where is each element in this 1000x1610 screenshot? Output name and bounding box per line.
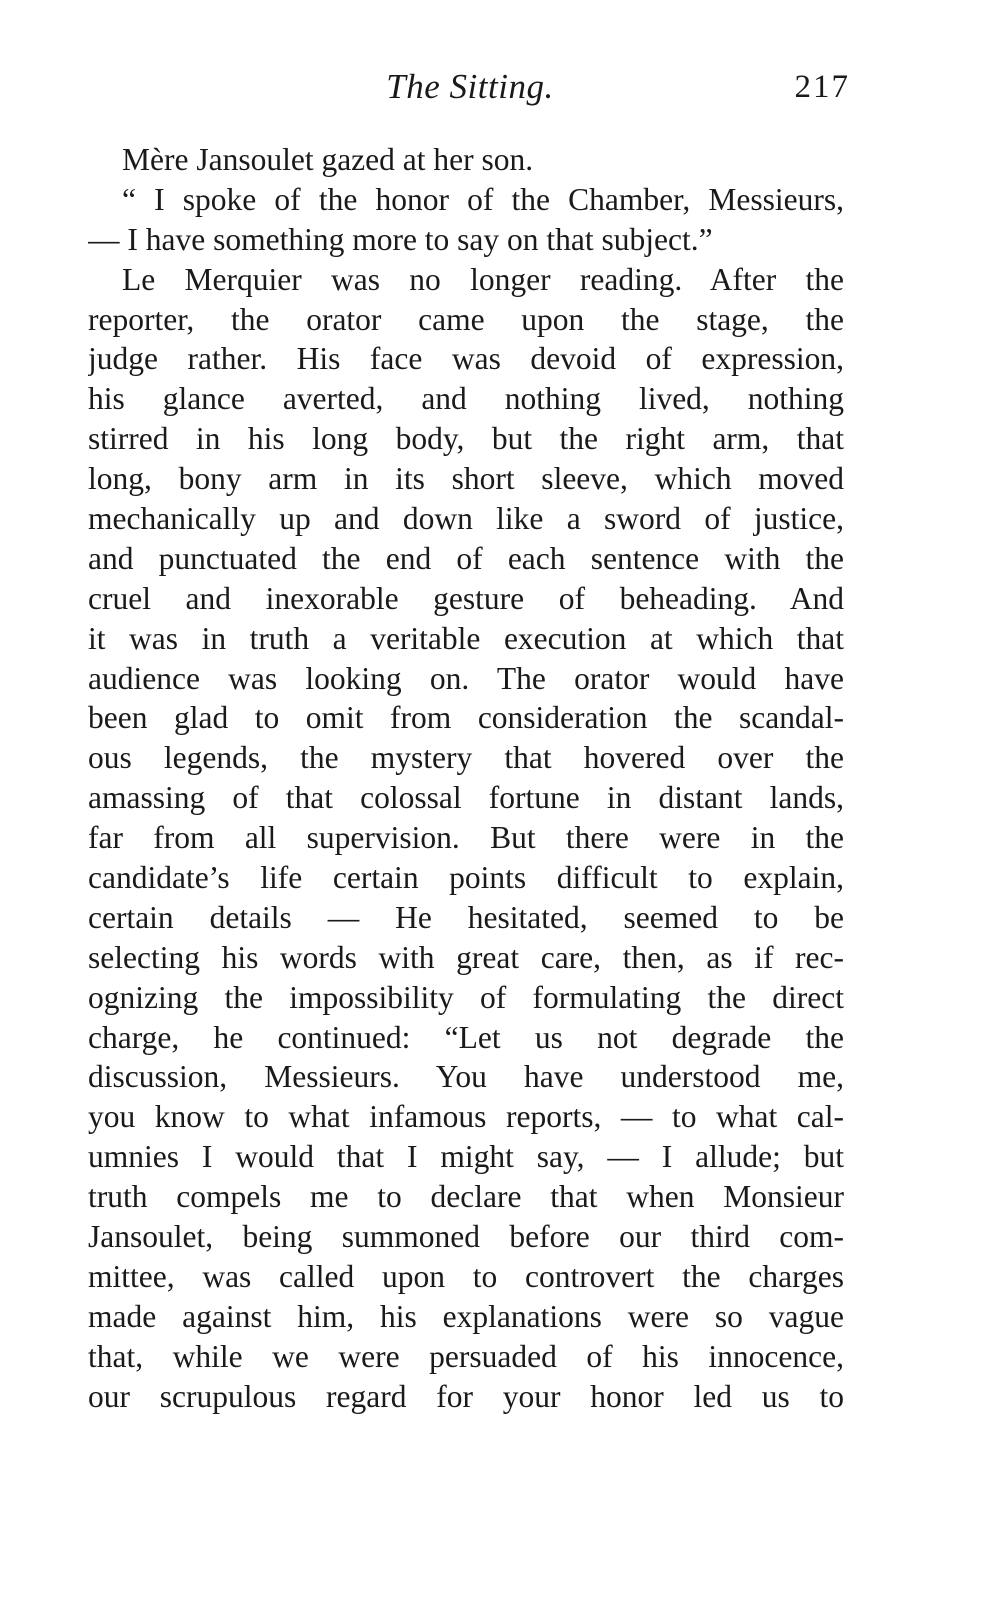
text-line: ognizing the impossibility of formulating the direct [88, 979, 844, 1015]
text-line: certain details — He hesitated, seemed to be [88, 899, 844, 935]
text-line: been glad to omit from consideration the scandal- [88, 700, 844, 736]
text-line: audience was looking on. The orator would have [88, 660, 844, 696]
text-line: selecting his words with great care, then, as if rec- [88, 939, 844, 975]
text-line: mittee, was called upon to controvert the charges [88, 1258, 844, 1294]
text-line: reporter, the orator came upon the stage, the [88, 301, 844, 337]
text-line: charge, he continued: “Let us not degrade the [88, 1019, 844, 1055]
running-title: The Sitting. [386, 67, 554, 106]
text-line: ous legends, the mystery that hovered over the [88, 740, 844, 776]
text-line: Mère Jansoulet gazed at her son. [122, 142, 534, 177]
text-line: mechanically up and down like a sword of justice, [88, 501, 844, 537]
text-line: truth compels me to declare that when Monsieur [88, 1179, 844, 1215]
text-line: made against him, his explanations were so vague [88, 1298, 844, 1334]
text-line: far from all supervision. But there were in the [88, 820, 844, 856]
text-line: “ I spoke of the honor of the Chamber, Messieurs, [122, 181, 844, 217]
text-line: — I have something more to say on that subject.” [88, 221, 713, 257]
text-line: Jansoulet, being summoned before our third com- [88, 1219, 844, 1255]
text-line: Le Merquier was no longer reading. After the [122, 261, 844, 297]
body-text [88, 140, 844, 1417]
text-line: amassing of that colossal fortune in distant lands, [88, 780, 844, 816]
text-line: stirred in his long body, but the right arm, that [88, 421, 844, 457]
text-line: you know to what infamous reports, — to what cal- [88, 1099, 844, 1135]
text-line: discussion, Messieurs. You have understood me, [88, 1059, 844, 1095]
text-line: judge rather. His face was devoid of expression, [88, 341, 844, 377]
text-line: and punctuated the end of each sentence with the [88, 540, 844, 576]
text-line: umnies I would that I might say, — I allude; but [88, 1139, 844, 1175]
text-line: our scrupulous regard for your honor led us to [88, 1378, 844, 1414]
text-line: that, while we were persuaded of his innocence, [88, 1338, 844, 1374]
running-head [90, 62, 850, 112]
text-line: his glance averted, and nothing lived, nothing [88, 381, 844, 417]
page-number: 217 [794, 69, 850, 105]
text-line: long, bony arm in its short sleeve, which moved [88, 461, 844, 497]
text-line: it was in truth a veritable execution at which that [88, 620, 844, 656]
text-line: cruel and inexorable gesture of beheading. And [88, 580, 844, 616]
text-line: candidate’s life certain points difficult to explain, [88, 860, 844, 896]
